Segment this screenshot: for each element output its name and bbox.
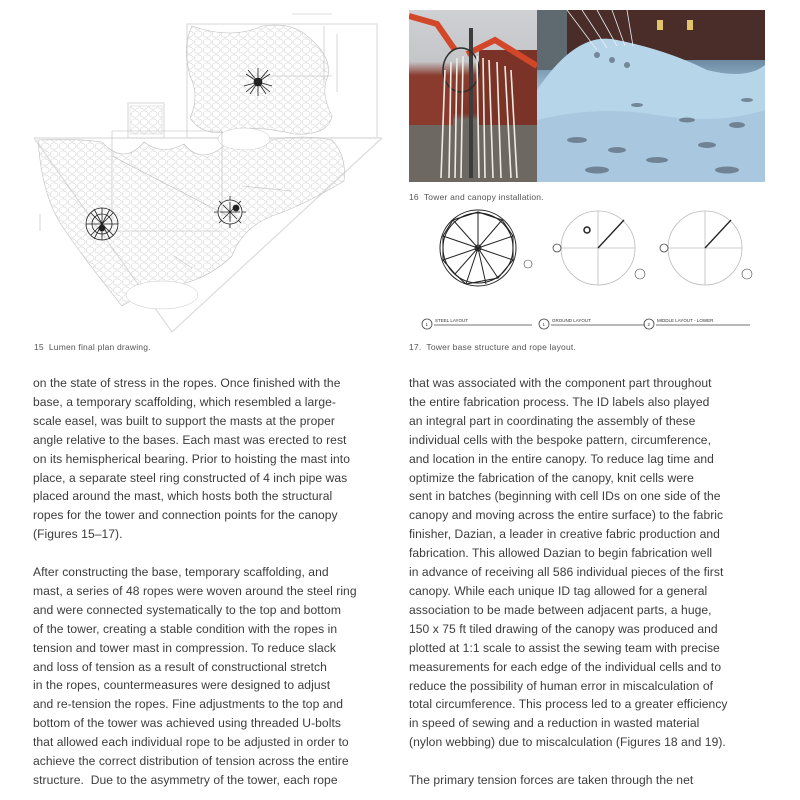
text-line: structure. Due to the asymmetry of the tower, each rope — [33, 773, 338, 788]
canopy-installation-photo — [537, 10, 765, 182]
drawing-index: 1 — [425, 322, 429, 327]
paragraph — [33, 563, 357, 790]
figure-15-plan-drawing — [32, 6, 384, 334]
right-text-column — [409, 374, 728, 790]
text-line: optimize the fabrication of the canopy, knit cells were — [409, 470, 694, 485]
text-line: measurements for each edge of the individual cells and to — [409, 659, 722, 674]
text-line: total circumference. This process led to a greater efficiency — [409, 697, 728, 712]
text-line: fabrication. This allowed Dazian to begin fabrication well — [409, 546, 713, 561]
text-line: canopy. While each unique ID tag allowed for a general — [409, 583, 708, 598]
figure-16-caption — [409, 192, 544, 202]
drawing-label-ground-layout: GROUND LAYOUT — [552, 318, 591, 323]
figure-number: 16 — [409, 192, 419, 202]
drawing-label-middle-layout: MIDDLE LAYOUT - LOWER — [657, 318, 714, 323]
text-line: After constructing the base, temporary scaffolding, and — [33, 565, 329, 580]
text-line: an integral part in coordinating the assembly of these — [409, 413, 696, 428]
text-line: finisher, Dazian, a leader in creative fabric production and — [409, 527, 720, 542]
text-line: sent in batches (beginning with cell IDs on one side of the — [409, 489, 721, 504]
canopy-photo-graphic — [537, 10, 765, 182]
text-line: bottom of the tower was achieved using threaded U-bolts — [33, 716, 341, 731]
paragraph — [33, 374, 357, 544]
text-line: on the state of stress in the ropes. Once finished with the — [33, 376, 341, 390]
text-line: tension and tower mast in compression. To reduce slack — [33, 640, 336, 655]
figure-15-caption — [34, 342, 151, 352]
text-line: The primary tension forces are taken through the net — [409, 773, 694, 788]
figure-17-caption — [409, 342, 576, 352]
text-line: of the tower, creating a stable condition with the ropes in — [33, 621, 338, 636]
text-line: and re-tension the ropes. Fine adjustments to the top and — [33, 697, 344, 712]
text-line: canopy and moving across the entire surface) to the fabric — [409, 508, 724, 523]
steel-layout-drawing — [440, 210, 516, 286]
text-line: that allowed each individual rope to be adjusted in order to — [33, 735, 349, 750]
text-line: the entire fabrication process. The ID labels also played — [409, 394, 710, 409]
tower-mast-left — [86, 208, 118, 240]
text-line: association to be made between adjacent parts, a huge, — [409, 602, 712, 617]
rope-layout-drawings — [420, 208, 770, 334]
text-line: placed around the mast, which hosts both the structural — [33, 489, 333, 504]
drawing-index: 2 — [647, 322, 651, 327]
text-line: mast, a series of 48 ropes were woven around the steel ring — [33, 583, 357, 598]
text-line: in speed of sewing and a reduction in wasted material — [409, 716, 700, 731]
figure-16-photographs — [409, 10, 765, 182]
figure-caption-text: Tower and canopy installation. — [423, 192, 544, 202]
drawing-index: 1 — [542, 322, 546, 327]
tower-installation-photo — [409, 10, 537, 182]
tower-photo-graphic — [409, 10, 537, 182]
text-line: and location in the entire canopy. To reduce lag time and — [409, 451, 714, 466]
text-line: 150 x 75 ft tiled drawing of the canopy was produced and — [409, 621, 718, 636]
text-line: angle relative to the bases. Each mast was erected to rest — [33, 432, 347, 447]
text-line: reduce the possibility of human error in miscalculation of — [409, 678, 714, 693]
text-line: base, a temporary scaffolding, which resembled a large- — [33, 394, 337, 409]
figure-caption-text: Tower base structure and rope layout. — [426, 342, 577, 352]
text-line: plotted at 1:1 scale to assist the sewing team with precise — [409, 640, 720, 655]
left-text-column — [33, 374, 357, 790]
paragraph — [409, 374, 728, 752]
text-line: in the ropes, countermeasures were designed to adjust — [33, 678, 331, 693]
plan-drawing-graphic — [32, 6, 384, 334]
figure-number: 17. — [409, 342, 422, 352]
text-line: and were connected systematically to the top and bottom — [33, 602, 341, 617]
text-line: in advance of receiving all 586 individual pieces of the first — [409, 565, 724, 580]
text-line: (nylon webbing) due to miscalculation (Figures 18 and 19). — [409, 735, 726, 750]
text-line: individual cells with the bespoke pattern, circumference, — [409, 432, 711, 447]
paragraph — [409, 771, 728, 790]
text-line: achieve the correct distribution of tension across the entire — [33, 754, 349, 769]
text-line: (Figures 15–17). — [33, 527, 123, 542]
text-line: that was associated with the component part throughout — [409, 376, 712, 390]
text-line: and loss of tension as a result of constructional stretch — [33, 659, 327, 674]
drawing-label-steel-layout: STEEL LAYOUT — [435, 318, 469, 323]
text-line: ropes for the tower and connection points for the canopy — [33, 508, 338, 523]
figure-caption-text: Lumen final plan drawing. — [48, 342, 151, 352]
figure-number: 15 — [34, 342, 44, 352]
text-line: scale easel, was built to support the masts at the proper — [33, 413, 335, 428]
text-line: on its hemispherical bearing. Prior to hoisting the mast into — [33, 451, 350, 466]
figure-17-technical-drawings — [420, 208, 770, 334]
text-line: place, a separate steel ring constructed of 4 inch pipe was — [33, 470, 348, 485]
